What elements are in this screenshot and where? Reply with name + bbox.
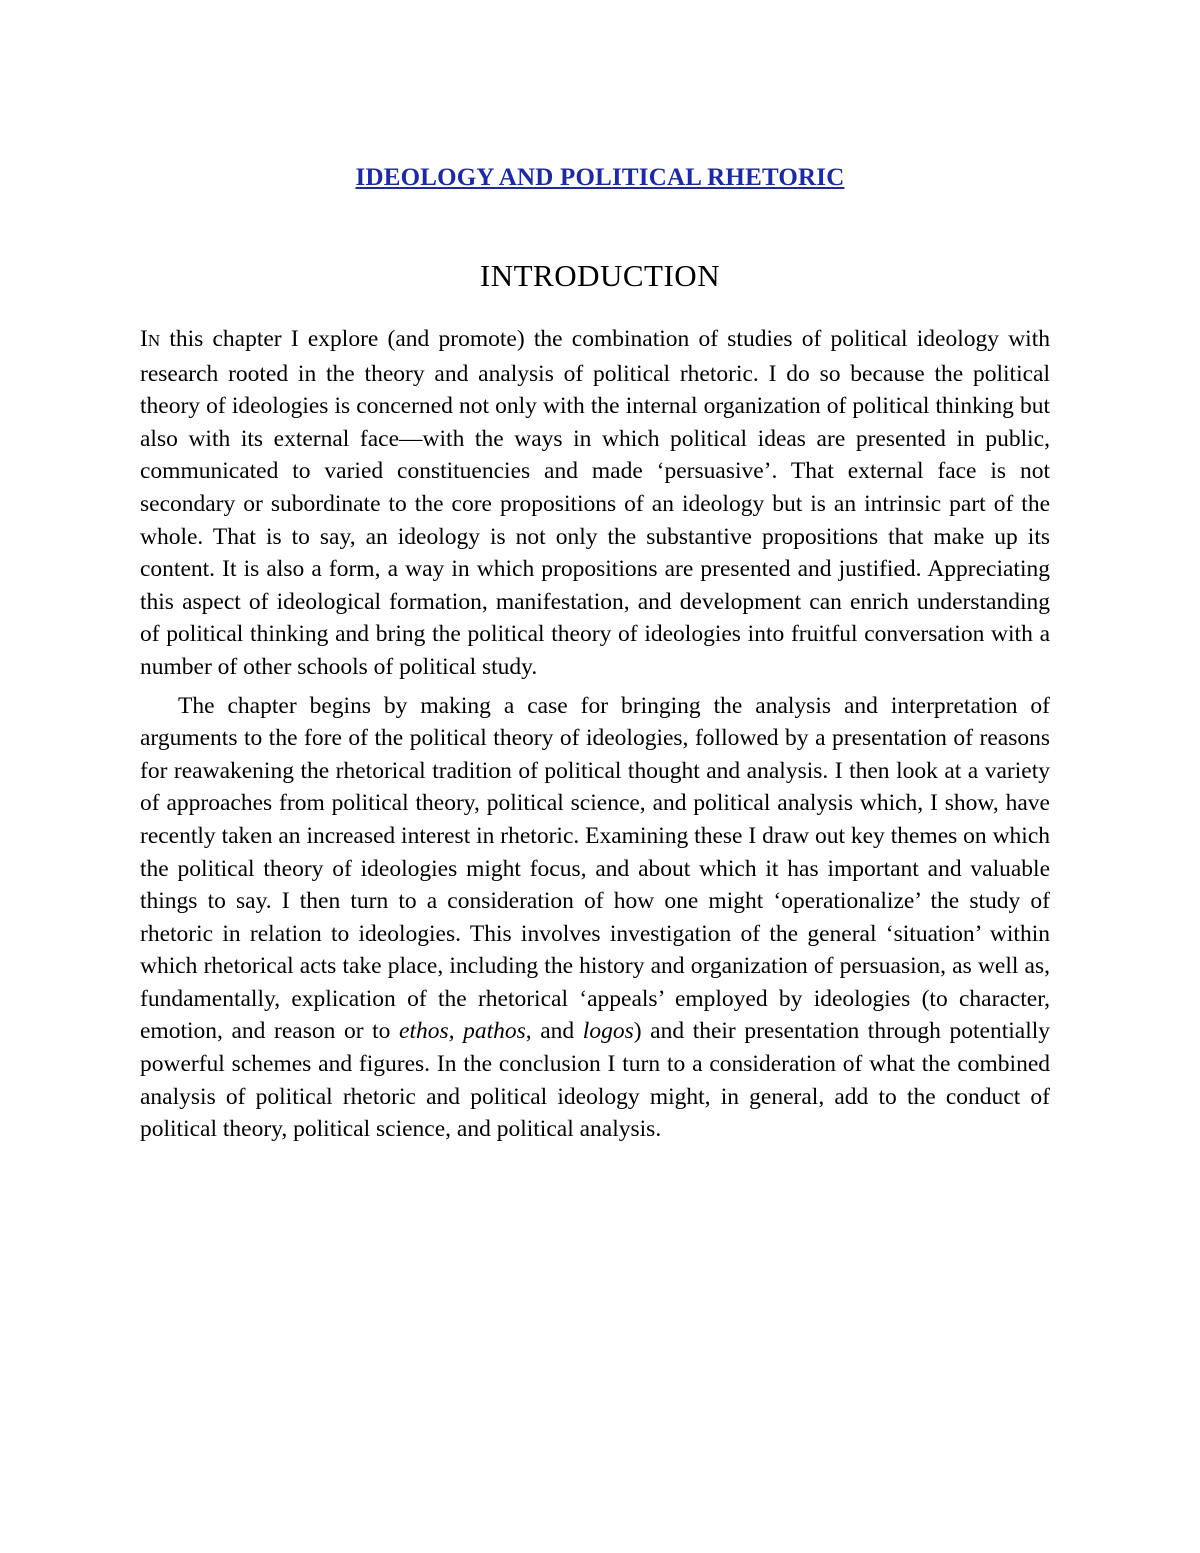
- dropcap-first-letter: I: [140, 326, 148, 352]
- paragraph-1-text: this chapter I explore (and promote) the combination of studies of political ideology with research rooted in the theory and analysis of political rhetoric. I do so because the political theory of ideologies is concerned not only with the internal organization of political thinking but also with its external face—with the ways in which political ideas are presented in public, communicated to varied constituencies and made ‘persuasive’. That external face is not secondary or subordinate to the core propositions of an ideology but is an intrinsic part of the whole. That is to say, an ideology is not only the substantive propositions that make up its content. It is also a form, a way in which propositions are presented and justified. Appreciating this aspect of ideological formation, manifestation, and development can enrich understanding of political thinking and bring the political theory of ideologies into fruitful conversation with a number of other schools of political study.: [140, 326, 1050, 680]
- paragraph-2-text-part1: The chapter begins by making a case for bringing the analysis and interpretation of arguments to the fore of the political theory of ideologies, followed by a presentation of reasons for reawakening the rhetorical tradition of political thought and analysis. I then look at a variety of approaches from political theory, political science, and political analysis which, I show, have recently taken an increased interest in rhetoric. Examining these I draw out key themes on which the political theory of ideologies might focus, and about which it has important and valuable things to say. I then turn to a consideration of how one might ‘operationalize’ the study of rhetoric in relation to ideologies. This involves investigation of the general ‘situation’ within which rhetorical acts take place, including the history and organization of persuasion, as well as, fundamentally, explication of the rhetorical ‘appeals’ employed by ideologies (to character, emotion, and reason or to: [140, 692, 1050, 1045]
- paragraph-2-text-part2: , and: [525, 1018, 583, 1045]
- paragraph-1: [140, 323, 1050, 684]
- paragraph-2-italic-logos: logos: [582, 1018, 634, 1045]
- section-heading: INTRODUCTION: [479, 258, 721, 293]
- document-title: IDEOLOGY AND POLITICAL RHETORIC: [355, 164, 845, 191]
- paragraph-2: [140, 690, 1050, 1146]
- body-text: [140, 323, 1050, 1152]
- paragraph-2-italic-ethos-pathos: ethos, pathos: [399, 1018, 526, 1045]
- dropcap-small-caps: N: [147, 331, 161, 350]
- paragraph-2-text-part3: ) and their presentation through potentially powerful schemes and figures. In the conclusion I turn to a consideration of what the combined analysis of political rhetoric and political ideology might, in general, add to the conduct of political theory, political science, and political analysis.: [140, 1018, 1051, 1143]
